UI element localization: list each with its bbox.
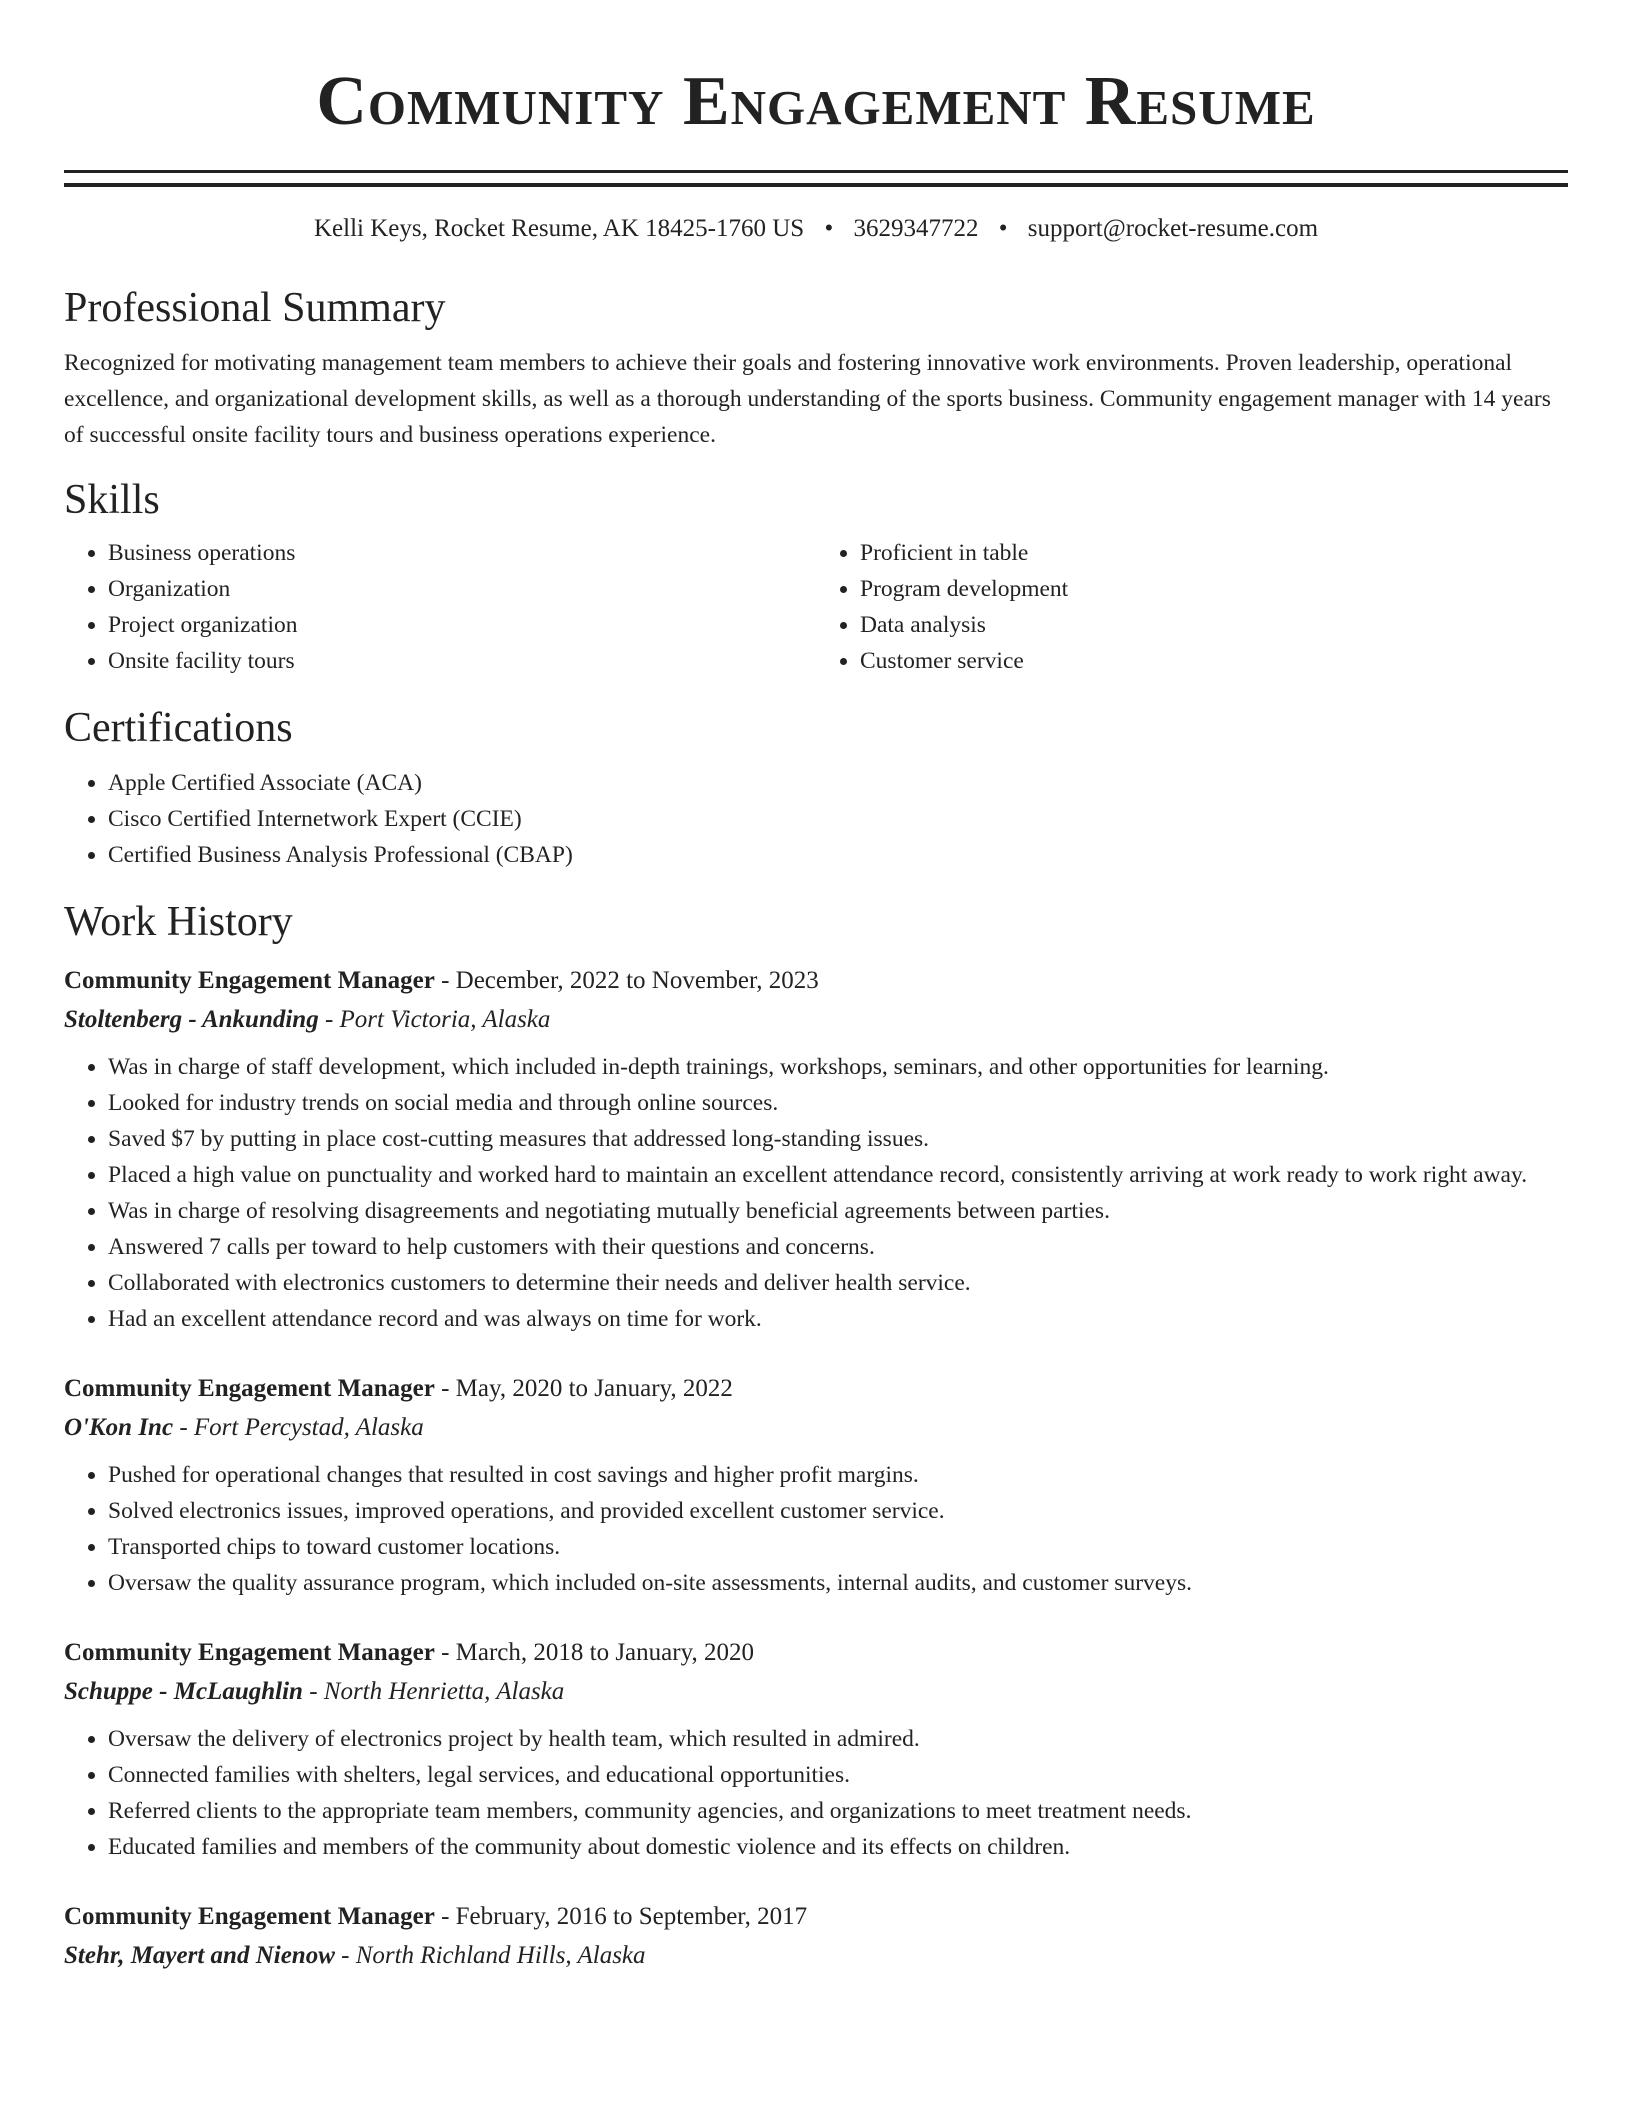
job-title: Community Engagement Manager <box>64 1903 435 1930</box>
job-bullet: • Educated families and members of the community about domestic violence and its effects on children. <box>108 1829 1568 1865</box>
job-company-line: Stehr, Mayert and Nienow - North Richland Hills, Alaska <box>64 1942 646 1969</box>
job-bullet: • Looked for industry trends on social media and through online sources. <box>108 1085 1568 1121</box>
skills-right-list <box>816 535 1568 679</box>
summary-heading: Professional Summary <box>64 285 446 331</box>
skill-item: • Proficient in table <box>860 535 1568 571</box>
job-bullets <box>64 1457 1568 1601</box>
job-bullet: • Connected families with shelters, legal services, and educational opportunities. <box>108 1757 1568 1793</box>
skill-item: • Data analysis <box>860 607 1568 643</box>
job-bullet: • Had an excellent attendance record and was always on time for work. <box>108 1301 1568 1337</box>
job-entry <box>64 1897 1568 1975</box>
job-title-line: Community Engagement Manager - December, 2022 to November, 2023 <box>64 967 819 994</box>
skills-left-list <box>64 535 816 679</box>
resume-title: Community Engagement Resume <box>316 63 1316 140</box>
job-bullet: • Referred clients to the appropriate team members, community agencies, and organizations to meet treatment needs. <box>108 1793 1568 1829</box>
job-title: Community Engagement Manager <box>64 1375 435 1402</box>
job-bullet: • Oversaw the quality assurance program, which included on-site assessments, internal audits, and customer surveys. <box>108 1565 1568 1601</box>
job-company-line: O'Kon Inc - Fort Percystad, Alaska <box>64 1414 424 1441</box>
job-company-line: Stoltenberg - Ankunding - Port Victoria, Alaska <box>64 1006 551 1033</box>
certification-item: • Certified Business Analysis Professional (CBAP) <box>108 837 1568 873</box>
job-bullet: • Pushed for operational changes that resulted in cost savings and higher profit margins. <box>108 1457 1568 1493</box>
certifications-heading: Certifications <box>64 705 293 751</box>
job-title: Community Engagement Manager <box>64 1639 435 1666</box>
skill-item: • Business operations <box>108 535 816 571</box>
job-entry <box>64 1369 1568 1601</box>
job-company-line: Schuppe - McLaughlin - North Henrietta, Alaska <box>64 1678 565 1705</box>
job-title-line: Community Engagement Manager - May, 2020 to January, 2022 <box>64 1375 733 1402</box>
job-bullet: • Collaborated with electronics customers to determine their needs and deliver health service. <box>108 1265 1568 1301</box>
skill-item: • Customer service <box>860 643 1568 679</box>
work-history-heading: Work History <box>64 899 293 945</box>
job-location: Fort Percystad, Alaska <box>193 1414 424 1441</box>
skill-item: • Program development <box>860 571 1568 607</box>
job-bullet: • Transported chips to toward customer locations. <box>108 1529 1568 1565</box>
certifications-list <box>64 765 1568 873</box>
job-entry <box>64 1633 1568 1865</box>
job-dates: March, 2018 to January, 2020 <box>455 1639 754 1666</box>
job-dates: December, 2022 to November, 2023 <box>455 967 819 994</box>
job-location: Port Victoria, Alaska <box>339 1006 551 1033</box>
job-bullet: • Was in charge of resolving disagreements and negotiating mutually beneficial agreements between parties. <box>108 1193 1568 1229</box>
job-bullet: • Solved electronics issues, improved operations, and provided excellent customer service. <box>108 1493 1568 1529</box>
skill-item: • Project organization <box>108 607 816 643</box>
skills-heading: Skills <box>64 477 160 523</box>
job-bullet: • Answered 7 calls per toward to help customers with their questions and concerns. <box>108 1229 1568 1265</box>
job-company: O'Kon Inc <box>64 1414 174 1441</box>
job-bullet: • Saved $7 by putting in place cost-cutting measures that addressed long-standing issues. <box>108 1121 1568 1157</box>
job-dates: February, 2016 to September, 2017 <box>455 1903 808 1930</box>
job-title: Community Engagement Manager <box>64 967 435 994</box>
contact-address: Kelli Keys, Rocket Resume, AK 18425-1760 US <box>313 215 805 242</box>
job-bullets <box>64 1721 1568 1865</box>
skill-item: • Onsite facility tours <box>108 643 816 679</box>
job-company: Stehr, Mayert and Nienow <box>64 1942 335 1969</box>
job-location: North Richland Hills, Alaska <box>355 1942 646 1969</box>
job-bullet: • Oversaw the delivery of electronics project by health team, which resulted in admired. <box>108 1721 1568 1757</box>
bullet-separator: • <box>998 215 1008 242</box>
job-company: Stoltenberg - Ankunding <box>64 1006 319 1033</box>
job-bullet: • Placed a high value on punctuality and worked hard to maintain an excellent attendance record, consistently arriving at work ready to work right away. <box>108 1157 1568 1193</box>
bullet-separator: • <box>824 215 834 242</box>
job-bullets <box>64 1049 1568 1337</box>
job-title-line: Community Engagement Manager - March, 2018 to January, 2020 <box>64 1639 754 1666</box>
job-company: Schuppe - McLaughlin <box>64 1678 303 1705</box>
job-entry <box>64 961 1568 1337</box>
title-double-rule <box>64 170 1568 187</box>
summary-text: Recognized for motivating management team members to achieve their goals and fostering innovative work environments. Proven leadership, operational excellence, and organizational development skills, as well as a thorough understanding of the sports business. Community engagement manager with 14 years of successful onsite facility tours and business operations experience. <box>64 350 1551 448</box>
job-title-line: Community Engagement Manager - February, 2016 to September, 2017 <box>64 1903 808 1930</box>
contact-email: support@rocket-resume.com <box>1027 215 1319 242</box>
skills-columns <box>64 535 1568 679</box>
certification-item: • Apple Certified Associate (ACA) <box>108 765 1568 801</box>
job-bullet: • Was in charge of staff development, which included in-depth trainings, workshops, seminars, and other opportunities for learning. <box>108 1049 1568 1085</box>
contact-line <box>64 213 1568 245</box>
skill-item: • Organization <box>108 571 816 607</box>
job-dates: May, 2020 to January, 2022 <box>455 1375 733 1402</box>
certification-item: • Cisco Certified Internetwork Expert (CCIE) <box>108 801 1568 837</box>
contact-phone: 3629347722 <box>853 215 979 242</box>
job-location: North Henrietta, Alaska <box>323 1678 565 1705</box>
